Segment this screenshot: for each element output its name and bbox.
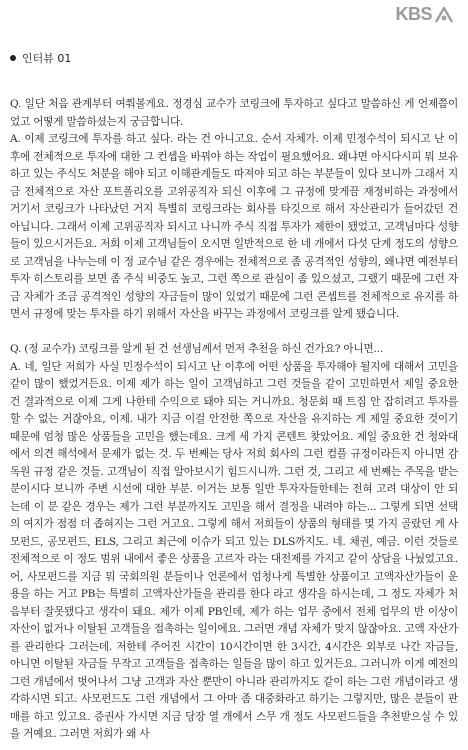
answer-2: A. 네, 일단 저희가 사실 민정수석이 되시고 난 이후에 어떤 상품을 투자해야 될지에 대해서 고민을 같이 많이 했었거든요. 이제 제가 하는 일이 고객님하고 그런 것들을 같이 고민하면서 제일 중요한 건 결과적으로 이제 그게 나한테 수익으로 돼야 되는 거니까요. 청문회 때 트집 안 잡히려고 투자를 할 수 없는 거잖아요, 이제. 내가 지금 이걸 안전한 쪽으로 자산을 유지하는 게 제일 중요한 것이기 때문에 엄청 많은 상품들을 고민을 했는데요. 크게 세 가지 콘텐트 찾았어요. 제일 중요한 건 청와대에서 의견 해석에서 문제가 없는 것. 두 번째는 당사 저희 회사의 그런 컴플 규정이라든지 아니면 감독원 규정 같은 것들. 고객님이 직접 알아보시기 힘드시니까. 그런 것, 그리고 세 번째는 주목을 받는 분이시다 보니까 주변 시선에 대한 부분. 이거는 보통 일반 투자자들한테는 전혀 고려 대상이 안 되는데 이 분 같은 경우는 제가 그런 부분까지도 고민을 해서 결정을 내려야 하는... 그렇게 되면 선택의 여지가 점점 더 좁혀지는 그런 거고요. 그렇게 해서 저희들이 상품의 형태를 몇 가지 골랐던 게 사모펀드, 공모펀드, ELS, 그리고 최근에 이슈가 되고 있는 DLS까지도. 네. 채권, 예금. 이런 것들로 전체적으로 이 정도 범위 내에서 좋은 상품을 고르자 라는 대전제를 가지고 같이 상담을 나눴었고요. 어, 사모펀드를 지금 뭐 국회의원 분들이나 언론에서 엄청나게 특별한 상품이고 고액자산가들이 운용을 하는 거고 PB는 특별히 고액자산가들을 관리를 한다 라고 생각을 하시는데, 그 정도 자체가 처음부터 잘못됐다고 생각이 돼요. 제가 이제 PB인데, 제가 하는 업무 중에서 전체 업무의 반 이상이 자산이 없거나 이탈된 고객들을 접촉하는 일이에요. 그러면 개념 자체가 맞지 않잖아요. 고액 자산가를 관리한다 그러는데. 저한테 주어진 시간이 10시간이면 한 3시간, 4시간은 외부로 나간 자금들, 아니면 이탈된 자금들 무작고 고객들을 접촉하는 일들을 많이 하고 있거든요. 그러니까 이게 예전의 그런 개념에서 벗어나서 그냥 고객과 자산 뿐만이 아니라 관리까지도 같이 하는 그런 개념이라고 생각하시면 되고. 사모펀드도 그런 개념에서 그 아마 좀 대중화라고 하기는 그렇지만, 많은 분들이 판매를 하고 있고요. 증권사 가시면 지금 당장 열 개에서 스무 개 정도 사모펀드들을 추천받으실 수 있을 거예요. 그러면 저희가 왜 사 bbox=[10, 360, 458, 740]
kbs-logo bbox=[395, 4, 454, 25]
paragraph-gap bbox=[10, 324, 458, 342]
bullet-icon bbox=[10, 55, 16, 61]
question-1: Q. 일단 처음 관계부터 여쭤볼게요. 정경심 교수가 코링크에 투자하고 싶다고 말씀하신 게 언제쯤이었고 어떻게 말씀하셨는지 궁금합니다. bbox=[10, 98, 458, 128]
kbs-logo-icon bbox=[434, 6, 454, 24]
section-title-text: 인터뷰 01 bbox=[22, 52, 72, 65]
answer-1: A. 이제 코링크에 투자를 하고 싶다. 라는 건 아니고요. 순서 자체가. 이제 민정수석이 되시고 난 이후에 전체적으로 투자에 대한 그 컨셉을 바꿔야 하는 작업이 필요했어요. 왜냐면 아시다시피 뭐 보유하고 있는 주식도 처분을 해야 되고 이해관계들도 따져야 되고 하는 부분들이 있다 보니까 그래서 지금 전체적으로 자산 포트폴리오를 고위공직자 되신 이후에 그 규정에 맞게끔 재정비하는 과정에서 거기서 코링크가 나타났던 거지 특별히 코링크라는 회사를 타깃으로 해서 자산관리가 들어갔던 건 아닙니다. 그래서 이제 고위공직자 되시고 나니까 주식 직접 투자가 제한이 됐었고, 고객님마다 성향들이 있으시거든요. 저희 이제 고객님들이 오시면 일반적으로 한 네 개에서 다섯 단계 정도의 성향으로 고객님을 나누는데 이 정 교수님 같은 경우에는 전체적으로 좀 공격적인 성향의, 왜냐면 예전부터 투자 히스토리를 보면 좀 주식 비중도 높고, 그런 쪽으로 관심이 좀 있으셨고, 그랬기 때문에 그런 자금 자체가 조금 공격적인 성향의 자금들이 많이 있었기 때문에 그런 콘셉트를 전체적으로 유지를 하면서 규정에 맞는 투자를 하기 위해서 자산을 바꾸는 과정에서 코링크를 알게 됐습니다. bbox=[10, 133, 458, 320]
page-header bbox=[0, 0, 468, 34]
interview-content bbox=[10, 96, 458, 744]
section-title bbox=[10, 50, 71, 66]
question-2: Q. (정 교수가) 코링크를 알게 된 건 선생님께서 먼저 추천을 하신 건가요? 아니면... bbox=[10, 343, 383, 355]
kbs-logo-text: KBS bbox=[395, 4, 432, 24]
